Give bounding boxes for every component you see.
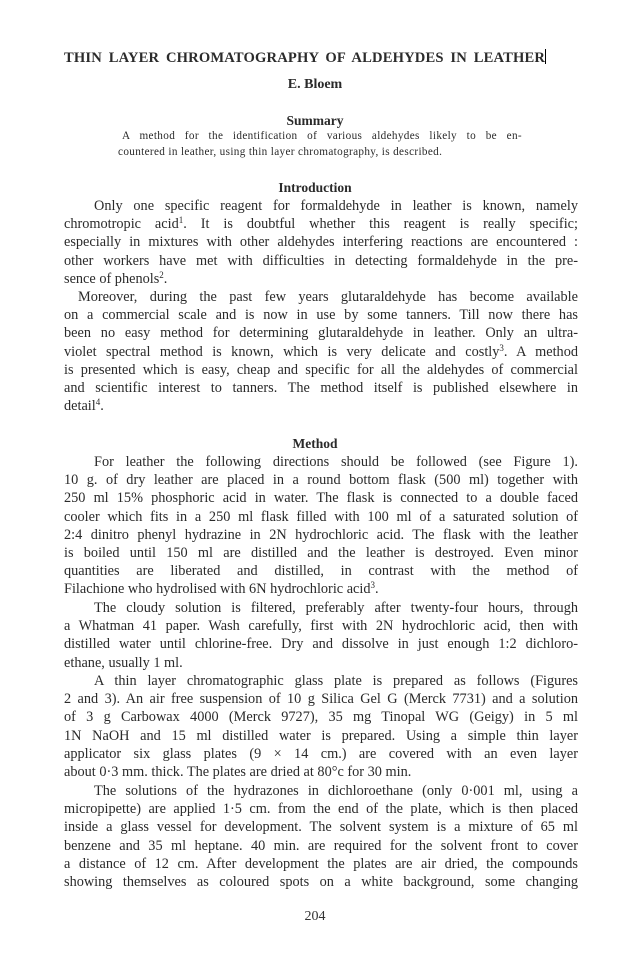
text-line — [64, 343, 578, 361]
text-fragment: Filachione who hydrolised with 6N hydrochloric acid — [64, 581, 371, 598]
text-line: and scientific interest to tanners. The method itself is published elsewhere in — [64, 379, 578, 396]
text-fragment: . — [100, 398, 104, 415]
text-line: 2:4 dinitro phenyl hydrazine in 2N hydrochloric acid. The flask with the leather — [64, 526, 578, 543]
text-line: is presented which is easy, cheap and specific for all the aldehydes of commercial — [64, 361, 578, 378]
reference-marker: 3 — [499, 342, 504, 353]
text-line: especially in mixtures with other aldehydes interfering reactions are encountered : — [64, 234, 578, 251]
summary-line: countered in leather, using thin layer chromatography, is described. — [118, 146, 443, 158]
text-line: The solutions of the hydrazones in dichloroethane (only 0·001 ml, using a — [94, 783, 578, 799]
text-fragment: . It is doubtful whether this reagent is really specific; — [183, 216, 578, 233]
text-line: showing themselves as coloured spots on a white background, some changing — [64, 873, 578, 890]
summary-heading: Summary — [286, 113, 344, 128]
text-line: been no easy method for determining glutaraldehyde in leather. Only an ultra- — [64, 325, 578, 342]
text-line: is boiled until 150 ml are distilled and the leather is destroyed. Even minor — [64, 544, 578, 561]
text-line: Only one specific reagent for formaldehyde in leather is known, namely — [94, 198, 578, 214]
text-line: Moreover, during the past few years glutaraldehyde has become available — [78, 289, 578, 305]
text-line: benzene and 35 ml heptane. 40 min. are required for the solvent front to cover — [64, 837, 578, 854]
text-line: ethane, usually 1 ml. — [64, 654, 183, 671]
introduction-heading: Introduction — [278, 180, 352, 195]
summary-line: A method for the identification of various aldehydes likely to be en- — [122, 130, 522, 142]
text-line: quantities are liberated and distilled, in contrast with the method of — [64, 563, 578, 580]
text-line — [64, 397, 578, 415]
introduction-paragraph-1 — [64, 197, 578, 288]
method-paragraph-4 — [64, 782, 578, 891]
text-line: The cloudy solution is filtered, preferably after twenty-four hours, through — [94, 600, 578, 616]
page-number: 204 — [304, 909, 326, 924]
introduction-paragraph-2 — [64, 288, 578, 415]
text-line: a Whatman 41 paper. Wash carefully, first with 2N hydrochloric acid, then with — [64, 618, 578, 635]
text-line — [64, 580, 578, 598]
text-line: about 0·3 mm. thick. The plates are dried at 80°c for 30 min. — [64, 763, 412, 780]
reference-marker: 2 — [159, 269, 164, 280]
text-line: of 3 g Carbowax 4000 (Merck 9727), 35 mg Tinopal WG (Geigy) in 5 ml — [64, 709, 578, 726]
method-paragraph-3 — [64, 672, 578, 781]
text-line: on a commercial scale and is now in use by some tanners. Till now there has — [64, 307, 578, 324]
text-line: applicator six glass plates (9 × 14 cm.) are covered with an even layer — [64, 745, 578, 762]
method-paragraph-2 — [64, 599, 578, 672]
text-line: cooler which fits in a 250 ml flask filled with 100 ml of a saturated solution of — [64, 508, 578, 525]
text-line: distilled water until chlorine-free. Dry and dissolve in just enough 1:2 dichloro- — [64, 636, 578, 653]
paper-title — [64, 48, 578, 68]
text-fragment: violet spectral method is known, which is very delicate and costly — [64, 343, 500, 360]
reference-marker: 4 — [95, 397, 101, 408]
text-line: inside a glass vessel for development. The solvent system is a mixture of 65 ml — [64, 819, 578, 836]
text-line: a distance of 12 cm. After development the plates are air dried, the compounds — [64, 855, 578, 872]
reference-marker: 3 — [370, 580, 376, 591]
text-line: 250 ml 15% phosphoric acid in water. The flask is connected to a double faced — [64, 490, 578, 507]
author-name: E. Bloem — [287, 77, 343, 92]
text-line: A thin layer chromatographic glass plate is prepared as follows (Figures — [94, 673, 578, 689]
text-line: other workers have met with difficulties in detecting formaldehyde in the pre- — [64, 252, 578, 269]
method-paragraph-1 — [64, 453, 578, 599]
text-line — [64, 270, 578, 288]
summary-abstract — [118, 128, 522, 160]
text-line — [64, 215, 578, 233]
paper-title-text: THIN LAYER CHROMATOGRAPHY OF ALDEHYDES IN LEATHER — [64, 50, 546, 66]
text-line: 10 g. of dry leather are placed in a round bottom flask (500 ml) together with — [64, 472, 578, 489]
text-fragment: . — [163, 270, 168, 287]
text-cursor — [545, 49, 546, 64]
method-heading: Method — [292, 436, 338, 451]
text-fragment: chromotropic acid — [64, 216, 179, 233]
text-line: micropipette) are applied 1·5 cm. from the end of the plate, which is then placed — [64, 801, 578, 818]
text-line: For leather the following directions should be followed (see Figure 1). — [94, 454, 578, 470]
reference-marker: 1 — [178, 215, 184, 226]
text-line: 1N NaOH and 15 ml distilled water is prepared. Using a simple thin layer — [64, 727, 578, 744]
text-line: 2 and 3). An air free suspension of 10 g Silica Gel G (Merck 7731) and a solution — [64, 691, 578, 708]
text-fragment: . — [375, 581, 379, 598]
text-fragment: detail — [64, 398, 96, 415]
text-fragment: sence of phenols — [64, 270, 160, 287]
text-fragment: . A method — [503, 343, 578, 360]
